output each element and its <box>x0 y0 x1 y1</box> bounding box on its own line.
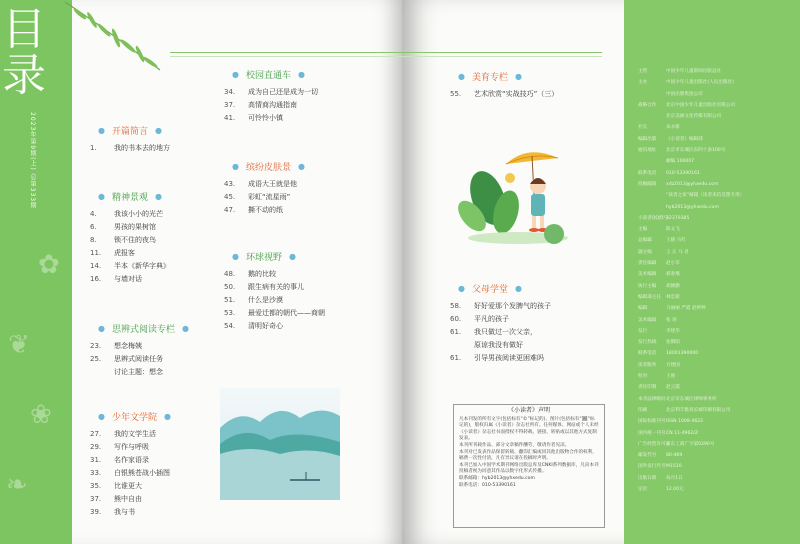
toc-entry[interactable] <box>224 88 318 97</box>
section-heading <box>98 190 162 203</box>
entry-title: 跟生病有关的事儿 <box>248 283 304 291</box>
page-number: 51. <box>224 296 236 304</box>
masthead-value: 京东工商广字第0290号 <box>666 441 715 447</box>
entry-title: 我只做过一次父亲， <box>474 328 537 336</box>
section-title: 缤纷皮肤景 <box>245 163 291 173</box>
masthead-value: M1510 <box>666 464 682 470</box>
masthead-value: 每月1日 <box>666 475 683 481</box>
masthead-value: 胡刚勤 <box>666 283 680 289</box>
toc-entry[interactable] <box>90 275 142 284</box>
section-title: 精神景观 <box>111 193 148 203</box>
entry-title: 彩虹“流星雨” <box>248 193 291 201</box>
page-number: 34. <box>224 88 236 96</box>
bullet-icon: ● <box>232 252 239 261</box>
page-number: 1. <box>90 144 97 152</box>
masthead-key: 责任印制 <box>638 385 657 391</box>
entry-title: 成为自己还是成为一切 <box>248 88 318 96</box>
masthead-row <box>638 213 796 224</box>
page-number: 14. <box>90 262 102 270</box>
masthead-key: 读者服务 <box>638 362 657 368</box>
masthead-value: 赵云霞 <box>666 385 680 391</box>
page-number: 11. <box>90 249 102 257</box>
masthead-row <box>638 461 796 472</box>
entry-title: 熊中自由 <box>114 495 142 503</box>
masthead-row <box>638 371 796 382</box>
entry-title: 写作与呼吸 <box>114 443 149 451</box>
masthead-key: 联系电话 <box>638 351 657 357</box>
entry-title: 高情商沟通指南 <box>248 101 297 109</box>
masthead-row <box>638 292 796 303</box>
masthead-key: 联系电话 <box>638 170 657 176</box>
toc-entry[interactable] <box>90 469 170 478</box>
title-char-1: 目 <box>2 4 46 55</box>
masthead-value: CN 11-4962/Z <box>666 430 698 436</box>
masthead-row <box>638 111 796 122</box>
notice-paragraph: 联系电话：010-53390161 <box>459 482 516 488</box>
title-char-2: 录 <box>2 50 46 101</box>
masthead-key: 小读者QQ群号 <box>638 215 669 221</box>
masthead-key: 编辑部主任 <box>638 294 661 300</box>
entry-title: 思辨式阅读任务 <box>114 355 163 363</box>
header-rule-2 <box>170 56 402 57</box>
toc-entry[interactable] <box>450 315 509 324</box>
masthead-value: 80-469 <box>666 453 683 459</box>
bullet-icon: ● <box>289 252 296 261</box>
masthead-value: “读者之家”邮箱（读者来信反馈专用） <box>666 193 745 199</box>
section-title: 校园直通车 <box>245 71 291 81</box>
page-number: 48. <box>224 270 236 278</box>
masthead-row <box>638 360 796 371</box>
notice-body <box>459 417 599 490</box>
header-rule-right-2 <box>402 56 602 57</box>
masthead-row <box>638 473 796 484</box>
masthead-key: 主管 <box>638 69 648 74</box>
masthead-key <box>638 202 666 213</box>
toc-entry[interactable] <box>90 236 156 245</box>
masthead-row <box>638 484 796 495</box>
toc-entry[interactable] <box>224 296 283 305</box>
notice-paragraph: 本刊对已发表作品保留转载、翻印汇编或同其他出版物合作的权利，稿费一次性付清，凡有异议请在投稿时声明。 <box>459 449 597 462</box>
entry-title: 比谁更大 <box>114 482 142 490</box>
masthead-value: 32379385 <box>666 215 690 221</box>
page-number: 41. <box>224 114 236 122</box>
entry-title: 男孩的果树馆 <box>114 223 156 231</box>
page-number: 54. <box>224 322 236 330</box>
masthead-value: 《小读者》编辑部 <box>666 136 703 142</box>
entry-title: 撕不动的纸 <box>248 206 283 214</box>
entry-title: 想念梅姨 <box>114 342 142 350</box>
masthead-row <box>638 190 796 201</box>
bullet-icon: ● <box>458 72 465 81</box>
masthead-row <box>638 122 796 133</box>
entry-title: 清明好奇心 <box>248 322 283 330</box>
toc-entry[interactable] <box>224 101 297 110</box>
page-number: 16. <box>90 275 102 283</box>
page-number: 39. <box>90 508 102 516</box>
section-title: 美育专栏 <box>471 73 508 83</box>
bullet-icon: ● <box>164 412 171 421</box>
masthead-key: 广告经营许可证 <box>638 441 671 447</box>
masthead-key: 邮发代号 <box>638 453 657 459</box>
masthead-row <box>638 439 796 450</box>
toc-entry[interactable] <box>224 180 297 189</box>
section-title: 开篇简言 <box>111 127 148 137</box>
notice-paragraph: 本刊所刊载作品、部分文章稿件酬劳，敬请作者见凉。 <box>459 442 570 448</box>
page-number: 60. <box>450 315 462 323</box>
masthead-key: 主编 <box>638 227 648 233</box>
toc-entry[interactable] <box>450 328 537 337</box>
masthead-key: 社长 <box>638 125 648 131</box>
masthead-key: 出版日期 <box>638 475 657 481</box>
page-number: 58. <box>450 302 462 310</box>
toc-entry[interactable] <box>224 283 304 292</box>
masthead-row <box>638 247 796 258</box>
entry-title: 讨论主题：想念 <box>114 368 163 376</box>
masthead-value: 北京市东城区律师事务所 <box>666 396 717 402</box>
masthead-key: 通讯地址 <box>638 148 657 154</box>
bullet-icon: ● <box>155 192 162 201</box>
toc-entry[interactable] <box>450 341 523 350</box>
masthead-key: 定价 <box>638 486 648 492</box>
declaration-notice <box>453 404 605 528</box>
masthead-row <box>638 100 796 111</box>
bullet-icon: ● <box>298 162 305 171</box>
entry-title: 鹅的比较 <box>248 270 276 278</box>
masthead-value: 010-53390161 <box>666 170 700 176</box>
page-number: 43. <box>224 180 236 188</box>
entry-title: 白银熊苍战小插图 <box>114 469 170 477</box>
masthead-row <box>638 269 796 280</box>
toc-entry[interactable] <box>224 309 325 318</box>
section-heading <box>232 68 305 81</box>
masthead-row <box>638 281 796 292</box>
masthead-row <box>638 258 796 269</box>
bullet-icon: ● <box>98 192 105 201</box>
page-number: 35. <box>90 482 102 490</box>
page-number: 45. <box>224 193 236 201</box>
masthead-key: 副主编 <box>638 249 652 255</box>
masthead-key: 责任编辑 <box>638 261 657 267</box>
page-number: 4. <box>90 210 97 218</box>
landscape-illustration <box>220 388 340 500</box>
bullet-icon: ● <box>298 70 305 79</box>
willow-branch-illustration <box>60 0 170 75</box>
toc-entry[interactable] <box>90 368 163 377</box>
bullet-icon: ● <box>232 70 239 79</box>
toc-entry[interactable] <box>90 223 156 232</box>
toc-entry[interactable] <box>90 249 135 258</box>
toc-entry[interactable] <box>90 443 149 452</box>
masthead-row <box>638 450 796 461</box>
masthead-value: 北京中国少年儿童出版社有限公司 <box>666 102 735 108</box>
girl-umbrella-illustration <box>458 146 570 250</box>
page-number: 55. <box>450 90 462 98</box>
masthead <box>638 66 796 495</box>
masthead-key: 美术编辑 <box>638 317 657 323</box>
masthead-row <box>638 224 796 235</box>
masthead-key: 印刷 <box>638 407 648 413</box>
section-heading <box>98 124 162 137</box>
header-rule-right <box>402 52 602 53</box>
page-number: 53. <box>224 309 236 317</box>
entry-title: 与墙对话 <box>114 275 142 283</box>
masthead-row <box>638 303 796 314</box>
masthead-value: 赵小军 <box>666 261 680 267</box>
masthead-key: 国外发行代号 <box>638 464 666 470</box>
masthead-key: 发行热线 <box>638 340 657 346</box>
masthead-value: 中国少年儿童新闻出版总社 <box>666 69 722 74</box>
entry-title: 我该小小的光芒 <box>114 210 163 218</box>
bullet-icon: ● <box>182 324 189 333</box>
toc-entry[interactable] <box>90 456 149 465</box>
toc-entry[interactable] <box>450 354 544 363</box>
section-heading <box>98 322 189 335</box>
masthead-row <box>638 428 796 439</box>
masthead-key <box>638 89 666 100</box>
toc-entry[interactable] <box>90 262 170 271</box>
section-heading <box>458 70 522 83</box>
masthead-value: ISSN 1008-4622 <box>666 419 704 425</box>
masthead-value: 王俊 <box>666 374 676 380</box>
toc-entry[interactable] <box>90 482 142 491</box>
masthead-value: 马丽丽 严霞 赵婷婷 <box>666 306 706 312</box>
masthead-key: 执行主编 <box>638 283 657 289</box>
entry-title: 名作家语录 <box>114 456 149 464</box>
section-title: 思辨式阅读专栏 <box>111 325 175 335</box>
masthead-key: 国内统一刊号 <box>638 430 666 436</box>
masthead-key: 国际标准刊号 <box>638 419 666 425</box>
masthead-key: 编辑出版 <box>638 136 657 142</box>
masthead-value: 郝春燕 <box>666 272 680 278</box>
masthead-row <box>638 337 796 348</box>
entry-title: 平凡的孩子 <box>474 315 509 323</box>
page-number: 6. <box>90 223 97 231</box>
entry-title: 好好爱那个发脾气的孩子 <box>474 302 551 310</box>
page-number: 27. <box>90 430 102 438</box>
section-heading <box>458 282 522 295</box>
page-number: 50. <box>224 283 236 291</box>
entry-title: 成语大王就是他 <box>248 180 297 188</box>
masthead-row <box>638 405 796 416</box>
masthead-row <box>638 235 796 246</box>
page-number: 25. <box>90 355 102 363</box>
masthead-value: 北京利丰雅高长城印刷有限公司 <box>666 407 731 413</box>
entry-title: 可怜怜小镇 <box>248 114 283 122</box>
masthead-row <box>638 394 796 405</box>
bullet-icon: ● <box>458 284 465 293</box>
masthead-key: 美术编辑 <box>638 272 657 278</box>
bullet-icon: ● <box>98 412 105 421</box>
entry-title: 原谅我没有做好 <box>474 341 523 349</box>
entry-title: 什么是沙漠 <box>248 296 283 304</box>
toc-entry[interactable] <box>90 508 135 517</box>
masthead-key <box>638 156 666 167</box>
masthead-value: 张朝阳 <box>666 340 680 346</box>
toc-entry[interactable] <box>450 90 558 99</box>
toc-entry[interactable] <box>224 114 283 123</box>
entry-title: 我的书本去的地方 <box>114 144 170 152</box>
masthead-row <box>638 416 796 427</box>
masthead-row <box>638 134 796 145</box>
masthead-key: 总编辑 <box>638 238 652 244</box>
toc-entry[interactable] <box>90 430 156 439</box>
page-number: 37. <box>90 495 102 503</box>
page-number: 61. <box>450 328 462 336</box>
masthead-key: 编辑 <box>638 306 648 312</box>
masthead-row <box>638 89 796 100</box>
masthead-value: 方建国 <box>666 362 680 368</box>
masthead-value: 北京美丽文化传媒有限公司 <box>666 114 722 120</box>
masthead-value: 林忠新 <box>666 294 680 300</box>
page-number: 47. <box>224 206 236 214</box>
masthead-row <box>638 326 796 337</box>
toc-entry[interactable] <box>450 302 551 311</box>
masthead-value: 李建华 <box>666 328 680 334</box>
masthead-row <box>638 156 796 167</box>
masthead-key: 主办 <box>638 80 648 86</box>
entry-title: 引导男孩阅读更困难吗 <box>474 354 544 362</box>
masthead-value: 18001390000 <box>666 351 699 357</box>
toc-entry[interactable] <box>90 342 142 351</box>
bullet-icon: ● <box>98 126 105 135</box>
entry-title: 最爱迁都的朝代——商朝 <box>248 309 325 317</box>
masthead-value: 王 正 马 君 <box>666 249 689 255</box>
leaf-icon: ❧ <box>6 470 28 500</box>
masthead-key <box>638 111 666 122</box>
toc-entry[interactable] <box>90 355 163 364</box>
masthead-value: 张 羽 <box>666 317 677 323</box>
masthead-row <box>638 202 796 213</box>
entry-title: 我的文学生活 <box>114 430 156 438</box>
section-heading <box>232 160 305 173</box>
section-heading <box>98 410 171 423</box>
masthead-value: hyb2013@yhxedu.com <box>666 204 719 210</box>
section-title: 父母学堂 <box>471 285 508 295</box>
toc-entry[interactable] <box>224 322 283 331</box>
bullet-icon: ● <box>98 324 105 333</box>
leaf-icon: ❦ <box>8 330 30 360</box>
masthead-value: 邮编 100007 <box>666 159 695 165</box>
toc-entry[interactable] <box>90 495 142 504</box>
masthead-value: 北京市东城区东四十条100号 <box>666 148 726 154</box>
leaf-icon: ❀ <box>30 400 52 430</box>
masthead-value: 陈文飞 <box>666 227 680 233</box>
masthead-row <box>638 315 796 326</box>
toc-entry[interactable] <box>90 144 170 153</box>
entry-title: 半本《新华字典》 <box>114 262 170 270</box>
masthead-key: 发行 <box>638 328 648 334</box>
bullet-icon: ● <box>515 72 522 81</box>
bullet-icon: ● <box>515 284 522 293</box>
masthead-key <box>638 190 666 201</box>
masthead-value: 王晓 马红 <box>666 238 686 244</box>
masthead-row <box>638 168 796 179</box>
page-number: 37. <box>224 101 236 109</box>
notice-title: 《小读者》声明 <box>507 407 550 414</box>
section-title: 环球视野 <box>245 253 282 263</box>
masthead-key: 战略合作 <box>638 102 657 108</box>
page-number: 31. <box>90 456 102 464</box>
masthead-value: 朱永新 <box>666 125 680 131</box>
notice-paragraph: 联系邮箱：hyb2013@yhxedu.com <box>459 475 535 481</box>
entry-title: 锁不住的夜鸟 <box>114 236 156 244</box>
toc-entry[interactable] <box>90 210 163 219</box>
masthead-value: 中国出版集团公司 <box>666 91 703 97</box>
masthead-row <box>638 145 796 156</box>
masthead-value: 12.00元 <box>666 486 684 492</box>
masthead-key: 校对 <box>638 374 648 380</box>
masthead-row <box>638 77 796 88</box>
toc-entry[interactable] <box>224 270 276 279</box>
bullet-icon: ● <box>232 162 239 171</box>
page-number: 8. <box>90 236 97 244</box>
notice-paragraph: 本刊已加入中国学术期刊网络出版总库及CNKI系列数据库，凡向本刊投稿者视为同意其作品以数字化形式传播。 <box>459 462 599 475</box>
section-title: 少年文学院 <box>111 413 157 423</box>
page-number: 23. <box>90 342 102 350</box>
entry-title: 我与书 <box>114 508 135 516</box>
masthead-value: 中国少年儿童出版社(人民出版社) <box>666 80 734 86</box>
masthead-key: 投稿邮箱 <box>638 181 657 187</box>
masthead-row <box>638 66 796 77</box>
masthead-row <box>638 382 796 393</box>
page-number: 61. <box>450 354 462 362</box>
toc-entry[interactable] <box>224 206 283 215</box>
bullet-icon: ● <box>155 126 162 135</box>
leaf-icon: ✿ <box>38 250 60 280</box>
page-number: 33. <box>90 469 102 477</box>
masthead-row <box>638 348 796 359</box>
header-rule <box>170 52 402 53</box>
page-number: 29. <box>90 443 102 451</box>
masthead-key: 本刊法律顾问 <box>638 396 666 402</box>
entry-title: 艺术欣赏“实战技巧”（三） <box>474 90 559 98</box>
masthead-row <box>638 179 796 190</box>
issue-info: 2023年第9期(上) 总第333期 <box>29 112 36 210</box>
entry-title: 虎报客 <box>114 249 135 257</box>
section-heading <box>232 250 296 263</box>
masthead-value: xdz2013@yhxedu.com <box>666 181 719 187</box>
notice-paragraph: 凡本刊发的所有文字(包括标有“©”标记的)、图片(包括标有“🖼”标记的)，版权归属《小读者》杂志社所有。任何媒体、网站或个人未经《小读者》杂志社书面授权不得转载、链接、转贴或以其他方式复制发表。 <box>459 416 599 442</box>
toc-entry[interactable] <box>224 193 290 202</box>
